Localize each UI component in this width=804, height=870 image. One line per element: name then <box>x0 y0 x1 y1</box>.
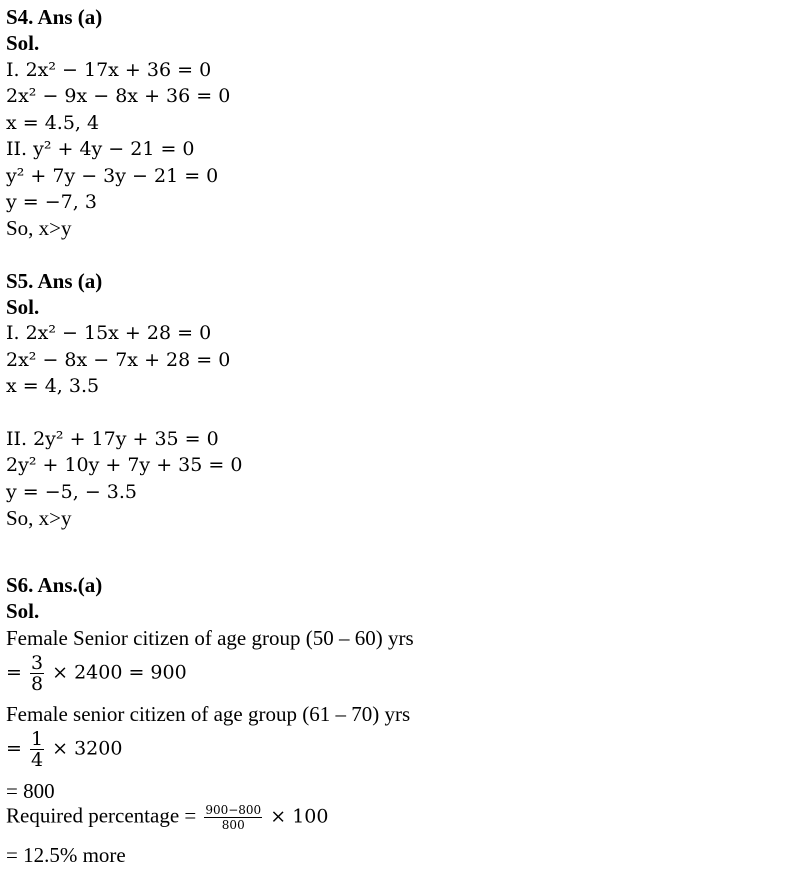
s4-sol: Sol. <box>6 31 40 55</box>
eq2-prefix: = <box>6 737 22 760</box>
s6-required-percentage <box>6 803 328 832</box>
s4-line-1: I. 2x² − 17x + 36 = 0 <box>6 59 212 81</box>
eq1-fraction <box>30 653 44 694</box>
s5-conclusion: So, x>y <box>6 506 72 530</box>
eq1-denominator: 8 <box>30 673 44 695</box>
s5-heading: S5. Ans (a) <box>6 269 103 293</box>
s6-final: = 12.5% more <box>6 843 126 867</box>
s5-line-2: 2x² − 8x − 7x + 28 = 0 <box>6 349 231 371</box>
s4-line-3: x = 4.5, 4 <box>6 112 100 134</box>
req-fraction <box>204 803 262 832</box>
req-denominator: 800 <box>221 818 245 832</box>
s5-line-1: I. 2x² − 15x + 28 = 0 <box>6 322 212 344</box>
req-rest: × 100 <box>270 805 329 828</box>
req-numerator: 900−800 <box>205 803 262 817</box>
s5-line-6: y = −5, − 3.5 <box>6 481 137 503</box>
eq2-rest: × 3200 <box>52 737 123 760</box>
s6-sol: Sol. <box>6 599 40 623</box>
eq2-fraction <box>30 729 44 770</box>
s5-line-5: 2y² + 10y + 7y + 35 = 0 <box>6 454 243 476</box>
eq2-numerator: 1 <box>30 728 44 750</box>
s6-equation-2 <box>6 729 122 770</box>
s6-line-1: Female Senior citizen of age group (50 – 60) yrs <box>6 626 414 650</box>
s6-result-2: = 800 <box>6 779 55 803</box>
s6-line-2: Female senior citizen of age group (61 – 70) yrs <box>6 702 411 726</box>
s4-conclusion: So, x>y <box>6 216 72 240</box>
s4-line-4: II. y² + 4y − 21 = 0 <box>6 138 195 160</box>
s5-sol: Sol. <box>6 295 40 319</box>
s4-line-5: y² + 7y − 3y − 21 = 0 <box>6 165 219 187</box>
eq2-denominator: 4 <box>30 749 44 771</box>
eq1-prefix: = <box>6 661 22 684</box>
s6-heading: S6. Ans.(a) <box>6 573 103 597</box>
s4-heading: S4. Ans (a) <box>6 5 103 29</box>
s4-line-6: y = −7, 3 <box>6 191 97 213</box>
s5-line-4: II. 2y² + 17y + 35 = 0 <box>6 428 219 450</box>
s5-line-3: x = 4, 3.5 <box>6 375 100 397</box>
eq1-rest: × 2400 = 900 <box>52 661 187 684</box>
s6-equation-1 <box>6 653 187 694</box>
req-label: Required percentage = <box>6 803 197 828</box>
eq1-numerator: 3 <box>30 652 44 674</box>
s4-line-2: 2x² − 9x − 8x + 36 = 0 <box>6 85 231 107</box>
